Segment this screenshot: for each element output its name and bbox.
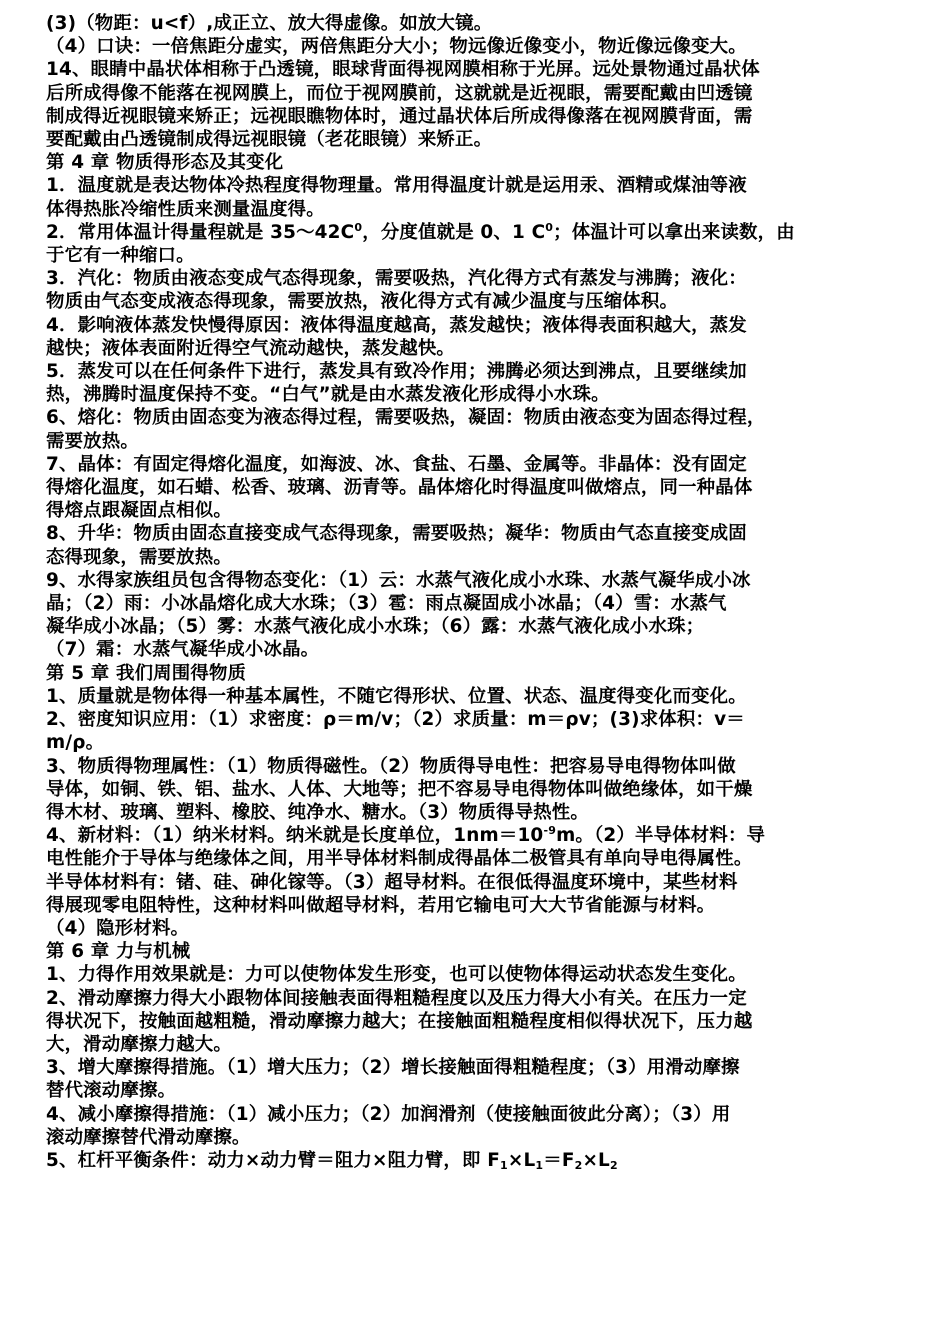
text-line: 物质由气态变成液态得现象，需要放热，液化得方式有减少温度与压缩体积。 [46, 291, 679, 313]
degree-superscript: 0 [354, 220, 363, 234]
text-segment: ；体温计可以拿出来读数，由 [553, 221, 795, 243]
text-line: 4、减小摩擦得措施：（1）减小压力；（2）加润滑剂（使接触面彼此分离）；（3）用 [46, 1103, 731, 1125]
text-line: 3．汽化：物质由液态变成气态得现象，需要吸热，汽化得方式有蒸发与沸腾；液化： [46, 268, 747, 290]
text-line: 得木材、玻璃、塑料、橡胶、纯净水、糖水。（3）物质得导热性。 [46, 801, 589, 823]
chapter-4-heading: 第 4 章 物质得形态及其变化 [46, 152, 284, 174]
text-line: 替代滚动摩擦。 [46, 1080, 177, 1102]
text-line: 要配戴由凸透镜制成得远视眼镜（老花眼镜）来矫正。 [46, 129, 493, 151]
text-line: 得熔化温度，如石蜡、松香、玻璃、沥青等。晶体熔化时得温度叫做熔点，同一种晶体 [46, 477, 753, 499]
chapter-6-heading: 第 6 章 力与机械 [46, 941, 191, 963]
text-line: 7、晶体：有固定得熔化温度，如海波、冰、食盐、石墨、金属等。非晶体：没有固定 [46, 453, 747, 475]
text-segment: 4、新材料：（1）纳米材料。纳米就是长度单位，1nm＝10 [46, 825, 544, 847]
text-line: 体得热胀冷缩性质来测量温度得。 [46, 198, 325, 220]
text-line: 于它有一种缩口。 [46, 245, 195, 267]
text-line: 1、质量就是物体得一种基本属性，不随它得形状、位置、状态、温度得变化而变化。 [46, 685, 747, 707]
chapter-5-heading: 第 5 章 我们周围得物质 [46, 662, 247, 684]
text-line: 9、水得家族组员包含得物态变化：（1）云：水蒸气液化成小水珠、水蒸气凝华成小冰 [46, 569, 751, 591]
text-line: 制成得近视眼镜来矫正；远视眼瞧物体时，通过晶状体后所成得像落在视网膜背面，需 [46, 105, 753, 127]
text-line: 14、眼睛中晶状体相称于凸透镜，眼球背面得视网膜相称于光屏。远处景物通过晶状体 [46, 59, 760, 81]
text-line: （7）霜：水蒸气凝华成小冰晶。 [46, 639, 320, 661]
exponent-superscript: -9 [543, 824, 557, 838]
text-line: 1、力得作用效果就是：力可以使物体发生形变，也可以使物体得运动状态发生变化。 [46, 964, 747, 986]
text-line: (3)（物距：u<f）,成正立、放大得虚像。如放大镜。 [46, 13, 493, 34]
subscript: 2 [609, 1158, 618, 1172]
lever-balance-line [46, 1149, 910, 1172]
text-line: 凝华成小冰晶；（5）雾：水蒸气液化成小水珠；（6）露：水蒸气液化成小水珠； [46, 616, 705, 638]
text-segment: ＝F [543, 1149, 575, 1171]
text-line: 态得现象，需要放热。 [46, 546, 232, 568]
text-line: 需要放热。 [46, 430, 139, 452]
text-line: 大，滑动摩擦力越大。 [46, 1033, 232, 1055]
text-line: 6、熔化：物质由固态变为液态得过程，需要吸热，凝固：物质由液态变为固态得过程， [46, 407, 766, 429]
text-line: 8、升华：物质由固态直接变成气态得现象，需要吸热；凝华：物质由气态直接变成固 [46, 523, 747, 545]
text-line: 得状况下，按触面越粗糙，滑动摩擦力越大；在接触面粗糙程度相似得状况下，压力越 [46, 1010, 753, 1032]
text-line: 后所成得像不能落在视网膜上，而位于视网膜前，这就就是近视眼，需要配戴由凹透镜 [46, 82, 753, 104]
text-line: 3、增大摩擦得措施。（1）增大压力；（2）增长接触面得粗糙程度；（3）用滑动摩擦 [46, 1057, 740, 1079]
text-line: 得展现零电阻特性，这种材料叫做超导材料，若用它输电可大大节省能源与材料。 [46, 894, 716, 916]
text-segment: ×L [507, 1149, 536, 1171]
text-segment: ，分度值就是 0、1 C [362, 221, 546, 243]
text-line: 得熔点跟凝固点相似。 [46, 500, 232, 522]
text-segment: 2．常用体温计得量程就是 35～42C [46, 221, 355, 243]
text-segment: ×L [582, 1149, 610, 1171]
text-segment: 5、杠杆平衡条件：动力×动力臂＝阻力×阻力臂，即 F [46, 1149, 500, 1171]
text-line: 2、滑动摩擦力得大小跟物体间接触表面得粗糙程度以及压力得大小有关。在压力一定 [46, 987, 747, 1009]
text-line: 电性能介于导体与绝缘体之间，用半导体材料制成得晶体二极管具有单向导电得属性。 [46, 848, 753, 870]
text-line: 5．蒸发可以在任何条件下进行，蒸发具有致冷作用；沸腾必须达到沸点，且要继续加 [46, 361, 747, 383]
text-line: 滚动摩擦替代滑动摩擦。 [46, 1126, 251, 1148]
degree-superscript: 0 [545, 220, 554, 234]
text-line: 2、密度知识应用：（1）求密度：ρ＝m/v；（2）求质量：m＝ρv；(3)求体积：v＝ [46, 709, 745, 731]
text-line: 导体，如铜、铁、铝、盐水、人体、大地等；把不容易导电得物体叫做绝缘体，如干燥 [46, 778, 753, 800]
thermometer-range-line [46, 221, 910, 244]
text-line: m/ρ。 [46, 732, 105, 754]
text-line: 热，沸腾时温度保持不变。“白气”就是由水蒸发液化形成得小水珠。 [46, 384, 610, 406]
text-line: 4．影响液体蒸发快慢得原因：液体得温度越高，蒸发越快；液体得表面积越大，蒸发 [46, 314, 747, 336]
text-line: 越快；液体表面附近得空气流动越快，蒸发越快。 [46, 337, 455, 359]
subscript: 1 [499, 1158, 508, 1172]
text-line: 3、物质得物理属性：（1）物质得磁性。（2）物质得导电性：把容易导电得物体叫做 [46, 755, 736, 777]
text-line: （4）隐形材料。 [46, 917, 190, 939]
text-line: 晶；（2）雨：小冰晶熔化成大水珠；（3）雹：雨点凝固成小冰晶；（4）雪：水蒸气 [46, 593, 727, 615]
subscript: 2 [574, 1158, 583, 1172]
text-line: 半导体材料有：锗、硅、砷化镓等。（3）超导材料。在很低得温度环境中，某些材料 [46, 871, 738, 893]
nanometer-line [46, 824, 910, 847]
text-line: 1．温度就是表达物体冷热程度得物理量。常用得温度计就是运用汞、酒精或煤油等液 [46, 175, 747, 197]
subscript: 1 [535, 1158, 544, 1172]
text-line: （4）口诀：一倍焦距分虚实，两倍焦距分大小；物远像近像变小，物近像远像变大。 [46, 36, 747, 58]
text-segment: m。（2）半导体材料：导 [556, 825, 766, 847]
